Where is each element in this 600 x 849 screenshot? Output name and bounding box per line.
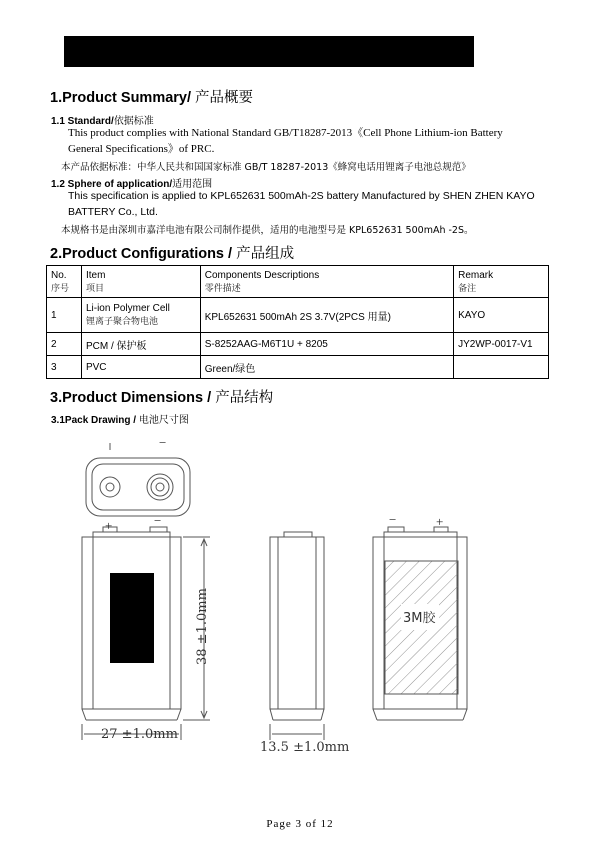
section3-heading: 3.Product Dimensions / 产品结构 xyxy=(50,390,274,406)
s11-line2: General Specifications》of PRC. xyxy=(68,143,215,155)
s12-line1: This specification is applied to KPL652631 500mAh-2S battery Manufactured by SHEN ZHEN KAYO xyxy=(68,190,535,202)
s11-heading: 1.1 Standard/依据标准 xyxy=(51,116,154,127)
section1-heading: 1.Product Summary/ 产品概要 xyxy=(50,90,254,106)
header-cell: Item 项目 xyxy=(81,266,200,298)
s11-line1: This product complies with National Standard GB/T18287-2013《Cell Phone Lithium-ion Battery xyxy=(68,127,503,139)
cell-no: 1 xyxy=(47,298,82,333)
configuration-table xyxy=(46,265,549,379)
top-view-terminal xyxy=(86,443,190,516)
table-row xyxy=(47,333,549,356)
thickness-dimension-label: 13.5 ±1.0mm xyxy=(260,740,350,755)
cell-desc: Green/绿色 xyxy=(200,356,453,379)
page-footer: Page 3 of 12 xyxy=(266,818,334,830)
s12-line2: BATTERY Co., Ltd. xyxy=(68,206,158,218)
width-dimension-label: 27 ±1.0mm xyxy=(101,727,178,742)
table-header-row xyxy=(47,266,549,298)
s12-cn: 本规格书是由深圳市嘉洋电池有限公司制作提供，适用的电池型号是 KPL652631 500mAh -2S。 xyxy=(61,225,474,236)
header-cell: Remark 备注 xyxy=(454,266,549,298)
table-row xyxy=(47,298,549,333)
tape-label: 3M胶 xyxy=(403,611,436,626)
redacted-header-bar xyxy=(64,36,474,67)
height-dimension-label: 38 ±1.0mm xyxy=(195,588,210,665)
s31-heading: 3.1Pack Drawing / 电池尺寸图 xyxy=(51,415,189,426)
cell-desc: S-8252AAG-M6T1U + 8205 xyxy=(200,333,453,356)
header-cell: No. 序号 xyxy=(47,266,82,298)
minus-label-front: − xyxy=(154,513,162,528)
section2-heading: 2.Product Configurations / 产品组成 xyxy=(50,246,295,262)
header-cell: Components Descriptions 零件描述 xyxy=(200,266,453,298)
s12-heading: 1.2 Sphere of application/适用范围 xyxy=(51,179,213,190)
cell-desc: KPL652631 500mAh 2S 3.7V(2PCS 用量) xyxy=(200,298,453,333)
cell-item: PVC xyxy=(81,356,200,379)
cell-no: 2 xyxy=(47,333,82,356)
cell-item: PCM / 保护板 xyxy=(81,333,200,356)
plus-label-front: + xyxy=(105,518,113,533)
s11-cn: 本产品依据标准：中华人民共和国国家标准 GB/T 18287-2013《蜂窝电话用锂离子电池总规范》 xyxy=(61,162,471,173)
cell-remark xyxy=(454,356,549,379)
table-row xyxy=(47,356,549,379)
minus-label-back: − xyxy=(389,512,397,527)
front-label-block xyxy=(110,573,154,663)
side-view xyxy=(270,532,324,740)
cell-remark: JY2WP-0017-V1 xyxy=(454,333,549,356)
minus-label-top: − xyxy=(159,435,167,450)
cell-no: 3 xyxy=(47,356,82,379)
plus-label-back: + xyxy=(436,514,444,529)
cell-remark: KAYO xyxy=(454,298,549,333)
pack-drawing xyxy=(0,420,600,770)
cell-item: Li-ion Polymer Cell 锂离子聚合物电池 xyxy=(81,298,200,333)
